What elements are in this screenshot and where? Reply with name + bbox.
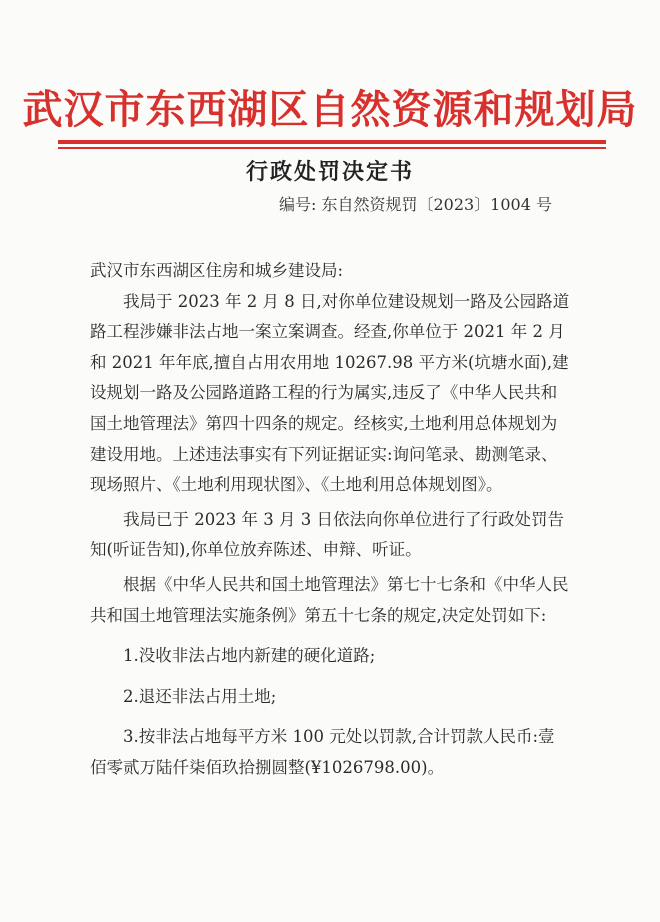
paragraph-decision: 根据《中华人民共和国土地管理法》第七十七条和《中华人民共和国土地管理法实施条例》第五十七条的规定,决定处罚如下: xyxy=(90,574,569,625)
penalty-item-3: 3.按非法占地每平方米 100 元处以罚款,合计罚款人民币:壹佰零贰万陆仟柒佰玖拾捌圆整(¥1026798.00)。 xyxy=(90,727,555,777)
addressee: 武汉市东西湖区住房和城乡建设局: xyxy=(90,261,344,280)
penalty-item-1: 1.没收非法占地内新建的硬化道路; xyxy=(123,646,376,666)
paragraph-investigation: 我局于 2023 年 2 月 8 日,对你单位建设规划一路及公园路道路工程涉嫌非法占地一案立案调查。经查,你单位于 2021 年 2 月和 2021 年年底,擅自占用农用地 10267.98 平方米(坑塘水面),建设规划一路及公园路道路工程的行为属实,违反了《中华人民共和国土地管理法》第四十四条的规定。经核实,土地利用总体规划为建设用地。上述违法事实有下列证据证实:询问笔录、勘测笔录、现场照片、《土地利用现状图》、《土地利用总体规划图》。 xyxy=(90,291,570,495)
document-body xyxy=(90,256,570,784)
penalty-item-2: 2.退还非法占用土地; xyxy=(123,686,277,706)
paragraph-notice: 我局已于 2023 年 3 月 3 日依法向你单位进行了行政处罚告知(听证告知),你单位放弃陈述、申辩、听证。 xyxy=(90,509,564,560)
header-rule-thick xyxy=(58,140,606,144)
document-type-title: 行政处罚决定书 xyxy=(245,159,414,185)
header-rule-thin xyxy=(58,147,606,149)
document-number: 编号: 东自然资规罚〔2023〕1004 号 xyxy=(278,195,552,214)
issuer-title: 武汉市东西湖区自然资源和规划局 xyxy=(22,86,638,133)
